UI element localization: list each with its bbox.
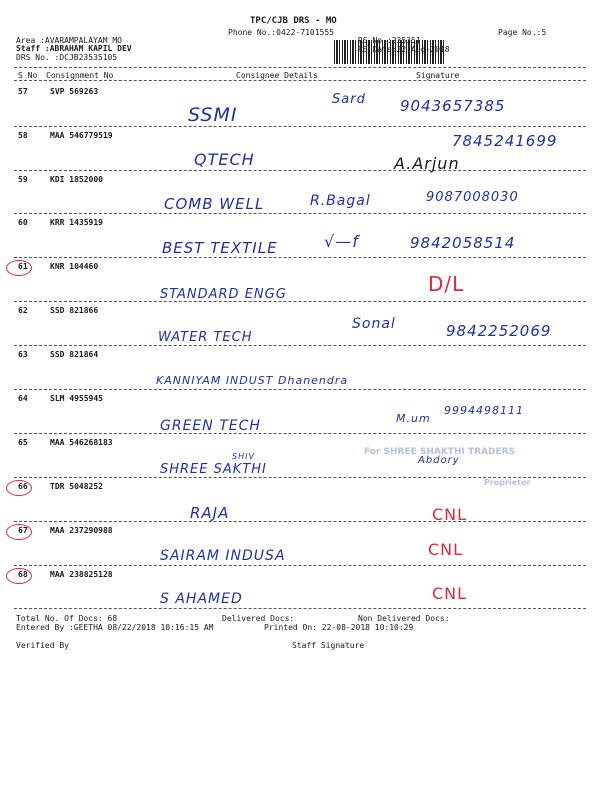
row-sno: 65 — [18, 438, 28, 447]
row-sno: 62 — [18, 306, 28, 315]
phone-handwritten: 7845241699 — [452, 132, 558, 150]
row-consignment: KDI 1852000 — [50, 175, 103, 184]
signature: √—f — [324, 232, 359, 251]
row-consignment: MAA 546779519 — [50, 131, 113, 140]
row-sno: 59 — [18, 175, 28, 184]
row-divider — [14, 301, 586, 302]
header-top-divider — [14, 67, 586, 68]
rs-date: RS Date:22-Aug-2018 — [358, 45, 450, 54]
consignee-name: BEST TEXTILE — [162, 239, 278, 257]
row-consignment: SSD 821864 — [50, 350, 99, 359]
row-consignment: SVP 569263 — [50, 87, 99, 96]
row-divider — [14, 170, 586, 171]
row-divider — [14, 477, 586, 478]
signature: A.Arjun — [394, 154, 460, 173]
row-consignment: MAA 546268183 — [50, 438, 113, 447]
row-sno: 68 — [18, 570, 28, 579]
row-sno: 60 — [18, 218, 28, 227]
row-sno: 67 — [18, 526, 28, 535]
non-delivered-docs: Non Delivered Docs: — [358, 614, 450, 623]
header-bottom-divider — [14, 80, 586, 81]
signature: R.Bagal — [310, 193, 371, 209]
row-sno: 64 — [18, 394, 28, 403]
consignee-name: SAIRAM INDUSA — [160, 548, 286, 564]
delivered-docs: Delivered Docs: — [222, 614, 295, 623]
phone-handwritten: 9994498111 — [444, 404, 524, 417]
signature: Abdory — [418, 455, 460, 466]
row-divider — [14, 521, 586, 522]
row-sno: 58 — [18, 131, 28, 140]
row-consignment: TDR 5048252 — [50, 482, 103, 491]
row-consignment: KRR 1435919 — [50, 218, 103, 227]
page-number: Page No.:5 — [498, 28, 547, 37]
row-divider — [14, 565, 586, 566]
consignee-name: S AHAMED — [160, 591, 243, 607]
verified-by: Verified By — [16, 641, 69, 650]
signature: Sonal — [352, 316, 396, 332]
consignee-name: RAJA — [190, 504, 230, 522]
row-consignment: SSD 821866 — [50, 306, 99, 315]
consignee-name: SHREE SAKTHI — [160, 462, 267, 477]
stamp-proprietor: Proprietor — [484, 478, 531, 487]
staff-label: Staff :ABRAHAM KAPIL DEV — [16, 44, 132, 53]
phone-handwritten: 9087008030 — [426, 190, 519, 205]
handwritten-note: SHIV — [232, 452, 255, 461]
status-mark: D/L — [428, 272, 465, 296]
row-divider — [14, 126, 586, 127]
col-sno: S No — [18, 71, 38, 80]
row-consignment: MAA 237290988 — [50, 526, 113, 535]
total-docs: Total No. Of Docs: 68 — [16, 614, 118, 623]
row-divider — [14, 389, 586, 390]
area-label: Area :AVARAMPALAYAM MO — [16, 36, 122, 45]
consignee-name: GREEN TECH — [160, 418, 261, 434]
row-sno: 63 — [18, 350, 28, 359]
consignee-name: QTECH — [194, 150, 255, 169]
row-consignment: MAA 238825128 — [50, 570, 113, 579]
phone-handwritten: 9842252069 — [446, 322, 552, 340]
signature: M.um — [396, 412, 431, 425]
phone-handwritten: 9043657385 — [400, 97, 506, 115]
row-sno: 61 — [18, 262, 28, 271]
row-sno: 66 — [18, 482, 28, 491]
row-consignment: KNR 104460 — [50, 262, 99, 271]
row-divider — [14, 257, 586, 258]
col-consignment: Consignment No — [46, 71, 114, 80]
status-mark: CNL — [432, 505, 468, 524]
row-divider — [14, 608, 586, 609]
row-sno: 57 — [18, 87, 28, 96]
signature: Sard — [332, 92, 366, 107]
consignee-name: KANNIYAM INDUST Dhanendra — [156, 374, 349, 387]
document-title: TPC/CJB DRS - MO — [250, 16, 337, 26]
consignee-name: COMB WELL — [164, 195, 265, 213]
rs-number: RS No.:235351 — [358, 36, 421, 45]
staff-signature: Staff Signature — [292, 641, 365, 650]
consignee-name: STANDARD ENGG — [160, 287, 287, 302]
row-divider — [14, 433, 586, 434]
row-divider — [14, 345, 586, 346]
phone-number: Phone No.:0422-7101555 — [228, 28, 334, 37]
col-consignee: Consignee Details — [236, 71, 318, 80]
printed-on: Printed On: 22-08-2018 10:10:29 — [264, 623, 414, 632]
phone-handwritten: 9842058514 — [410, 234, 516, 252]
consignee-name: SSMI — [188, 104, 238, 126]
entered-by: Entered By :GEETHA 08/22/2018 10:16:15 AM — [16, 623, 214, 632]
row-consignment: SLM 4955945 — [50, 394, 103, 403]
company-stamp: For SHREE SHAKTHI TRADERS — [364, 447, 516, 457]
status-mark: CNL — [428, 540, 464, 559]
consignee-name: WATER TECH — [158, 330, 253, 345]
drs-number: DRS No. :DCJB23535105 — [16, 53, 118, 62]
row-divider — [14, 213, 586, 214]
col-signature: Signature — [416, 71, 460, 80]
status-mark: CNL — [432, 584, 468, 603]
